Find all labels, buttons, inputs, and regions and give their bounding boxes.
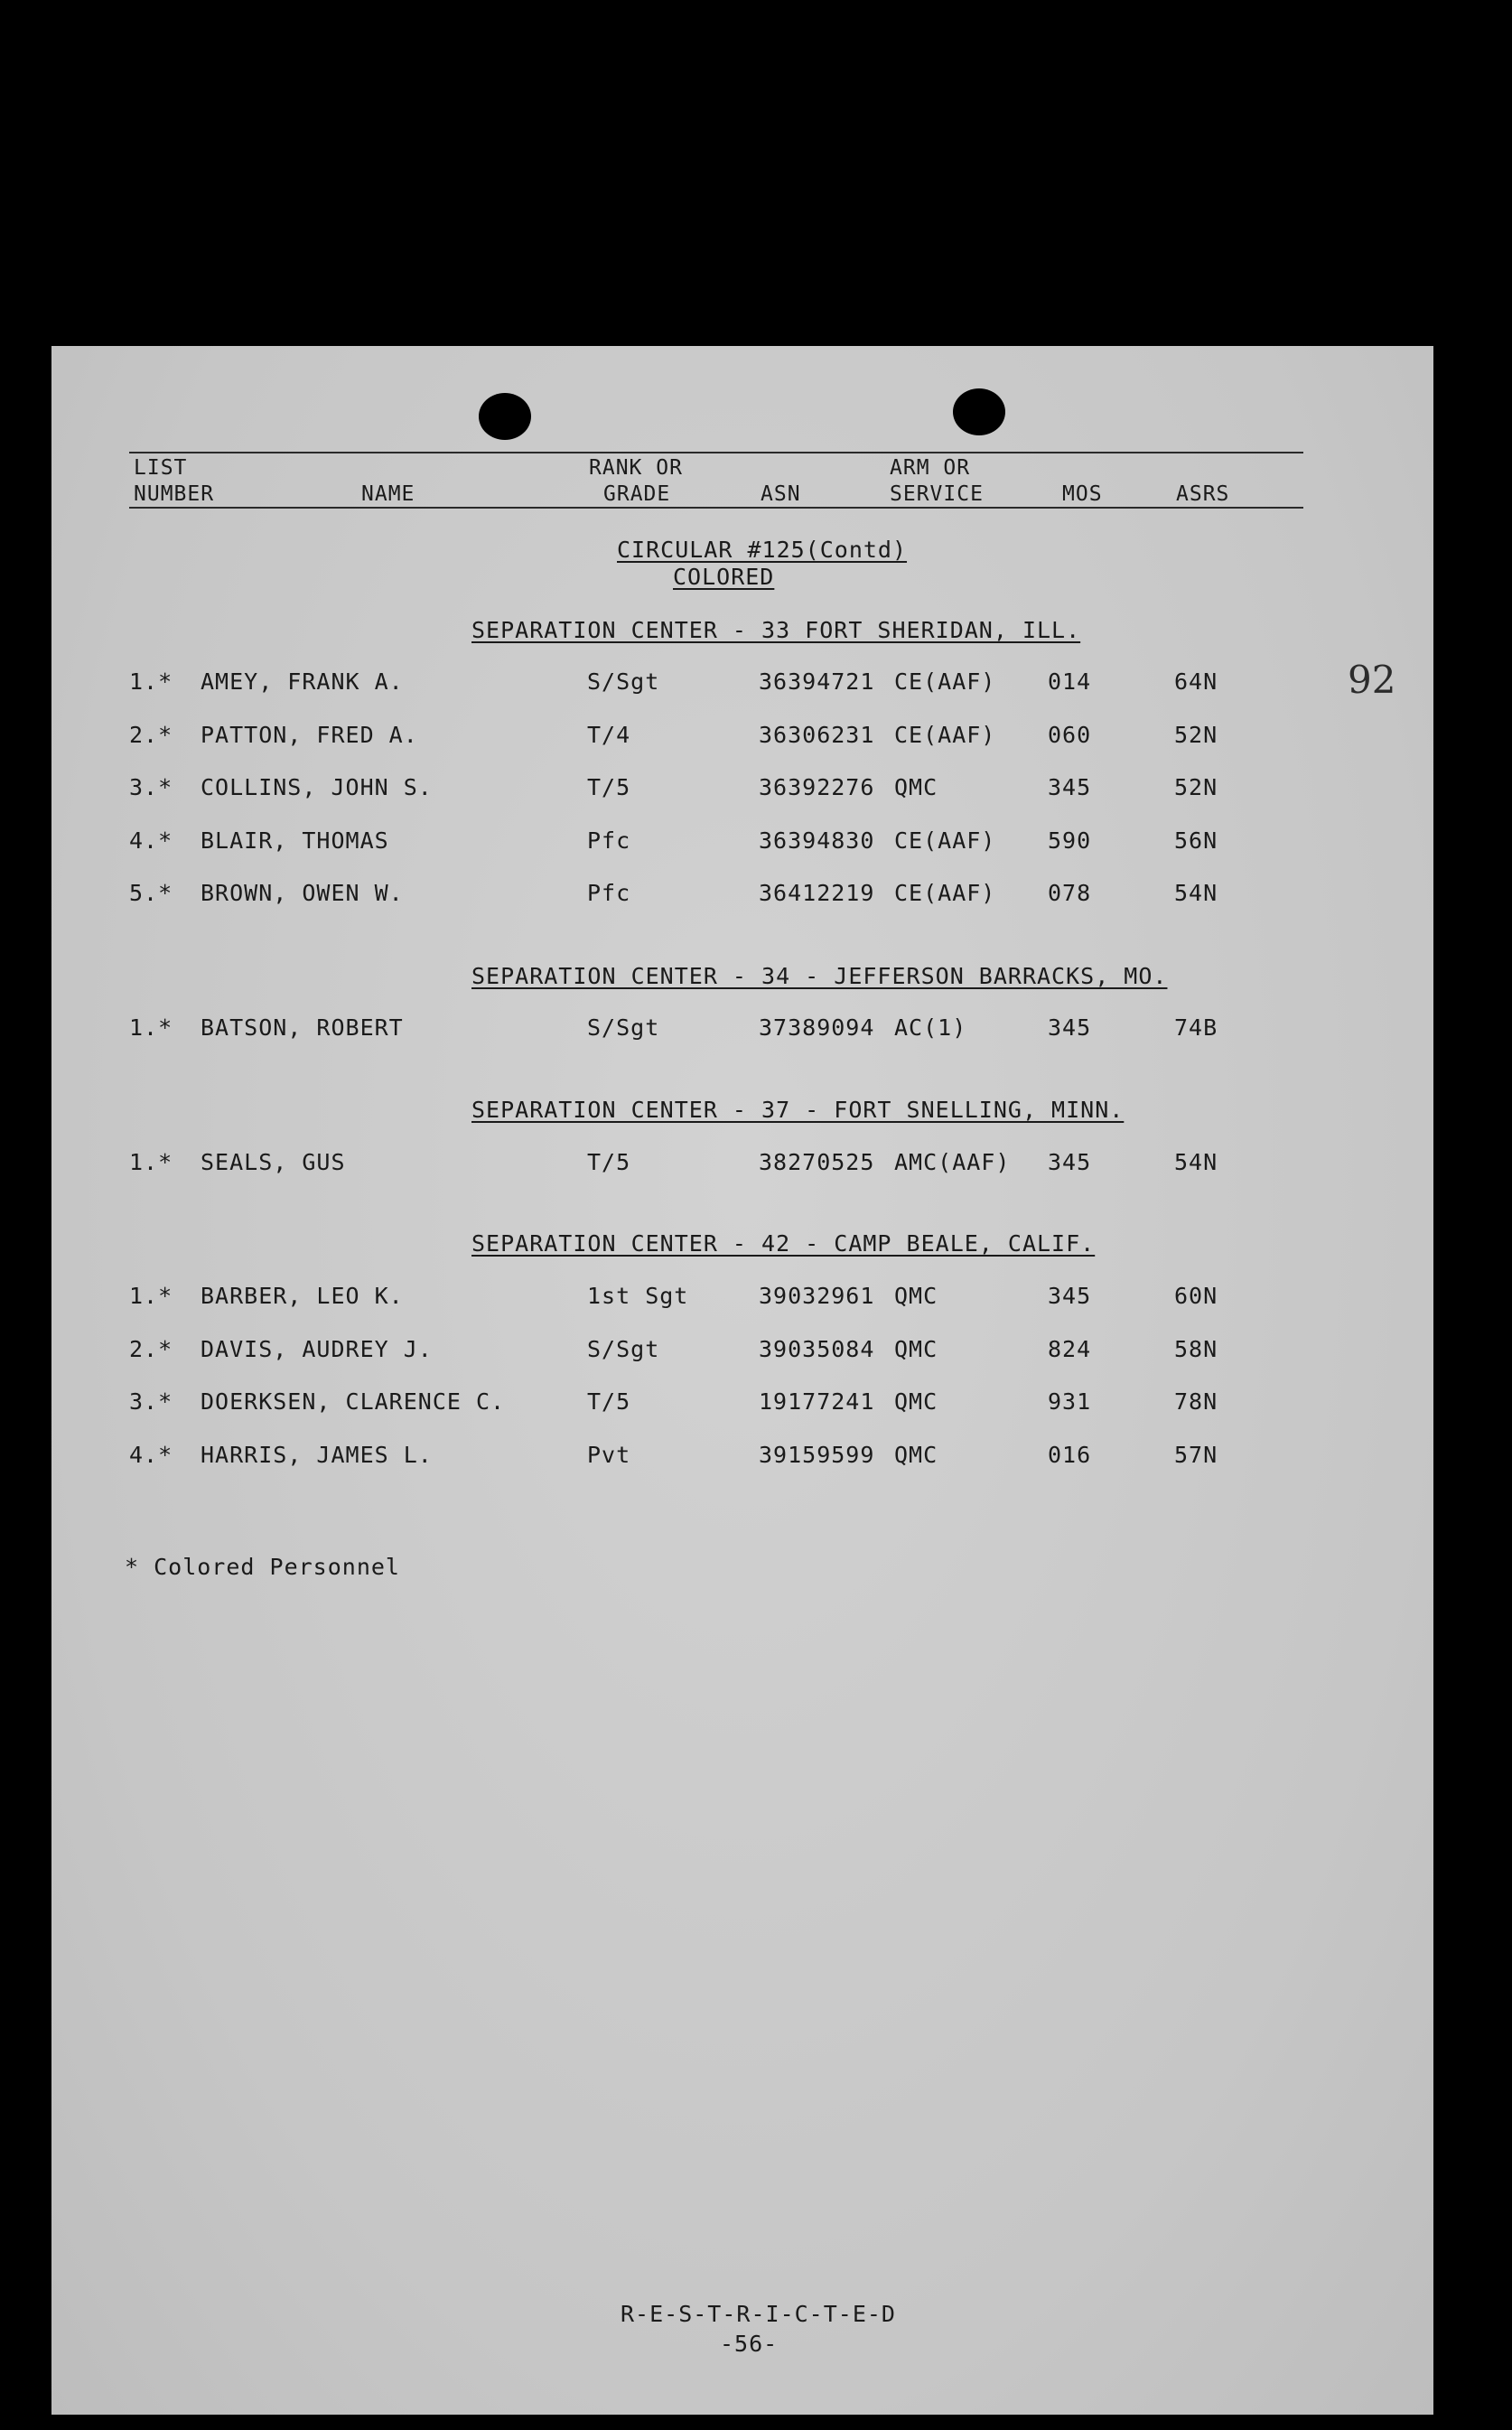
row-asn: 36392276	[759, 774, 875, 800]
row-name: PATTON, FRED A.	[201, 722, 418, 748]
row-asn: 39032961	[759, 1283, 875, 1309]
header-rank-line2: GRADE	[603, 482, 671, 506]
row-grade: T/5	[587, 774, 631, 800]
row-mos: 078	[1048, 880, 1092, 906]
row-asrs: 60N	[1174, 1283, 1218, 1309]
row-asn: 19177241	[759, 1388, 875, 1415]
row-mos: 824	[1048, 1336, 1092, 1362]
row-asrs: 57N	[1174, 1442, 1218, 1468]
row-asn: 38270525	[759, 1149, 875, 1175]
row-asrs: 74B	[1174, 1014, 1218, 1041]
row-name: HARRIS, JAMES L.	[201, 1442, 433, 1468]
header-rank-line1: RANK OR	[589, 456, 683, 480]
row-number: 2.*	[129, 1336, 173, 1362]
row-number: 4.*	[129, 1442, 173, 1468]
row-number: 1.*	[129, 1283, 173, 1309]
row-mos: 016	[1048, 1442, 1092, 1468]
row-grade: S/Sgt	[587, 1336, 660, 1362]
footer-page-number: -56-	[720, 2331, 779, 2357]
row-grade: Pfc	[587, 827, 631, 854]
row-mos: 345	[1048, 1014, 1092, 1041]
row-arm: CE(AAF)	[894, 668, 996, 695]
punch-hole-left	[479, 393, 531, 440]
row-arm: CE(AAF)	[894, 880, 996, 906]
row-number: 1.*	[129, 668, 173, 695]
row-number: 3.*	[129, 1388, 173, 1415]
row-asn: 36412219	[759, 880, 875, 906]
row-asn: 36394830	[759, 827, 875, 854]
row-asn: 37389094	[759, 1014, 875, 1041]
header-name: NAME	[361, 482, 415, 506]
section-title: SEPARATION CENTER - 34 - JEFFERSON BARRACKS, MO.	[471, 963, 1168, 989]
row-number: 2.*	[129, 722, 173, 748]
document-page	[51, 346, 1433, 2415]
row-arm: QMC	[894, 1336, 938, 1362]
footnote: * Colored Personnel	[125, 1554, 400, 1580]
row-number: 1.*	[129, 1014, 173, 1041]
row-asn: 36306231	[759, 722, 875, 748]
row-name: DAVIS, AUDREY J.	[201, 1336, 433, 1362]
row-asrs: 52N	[1174, 722, 1218, 748]
row-grade: T/5	[587, 1149, 631, 1175]
row-grade: T/5	[587, 1388, 631, 1415]
row-grade: Pfc	[587, 880, 631, 906]
row-name: BARBER, LEO K.	[201, 1283, 404, 1309]
page-number: 92	[1348, 658, 1396, 702]
row-asrs: 54N	[1174, 1149, 1218, 1175]
row-arm: QMC	[894, 774, 938, 800]
row-arm: QMC	[894, 1283, 938, 1309]
row-asrs: 54N	[1174, 880, 1218, 906]
row-number: 1.*	[129, 1149, 173, 1175]
circular-subtitle: COLORED	[673, 564, 775, 590]
row-asrs: 64N	[1174, 668, 1218, 695]
row-grade: T/4	[587, 722, 631, 748]
header-arm-line2: SERVICE	[890, 482, 984, 506]
row-number: 3.*	[129, 774, 173, 800]
row-arm: CE(AAF)	[894, 722, 996, 748]
header-asrs: ASRS	[1176, 482, 1230, 506]
row-arm: CE(AAF)	[894, 827, 996, 854]
row-name: COLLINS, JOHN S.	[201, 774, 433, 800]
header-mos: MOS	[1062, 482, 1103, 506]
row-asrs: 52N	[1174, 774, 1218, 800]
row-asn: 39159599	[759, 1442, 875, 1468]
row-name: SEALS, GUS	[201, 1149, 346, 1175]
footer-restricted: R-E-S-T-R-I-C-T-E-D	[621, 2301, 896, 2327]
row-grade: Pvt	[587, 1442, 631, 1468]
header-asn: ASN	[761, 482, 801, 506]
circular-title: CIRCULAR #125(Contd)	[617, 537, 908, 563]
section-title: SEPARATION CENTER - 33 FORT SHERIDAN, ILL.	[471, 617, 1081, 643]
row-mos: 345	[1048, 1283, 1092, 1309]
row-mos: 060	[1048, 722, 1092, 748]
row-name: BROWN, OWEN W.	[201, 880, 404, 906]
header-list-line2: NUMBER	[134, 482, 215, 506]
row-number: 5.*	[129, 880, 173, 906]
row-grade: S/Sgt	[587, 668, 660, 695]
row-grade: 1st Sgt	[587, 1283, 689, 1309]
row-asn: 36394721	[759, 668, 875, 695]
row-mos: 345	[1048, 774, 1092, 800]
row-asn: 39035084	[759, 1336, 875, 1362]
header-bottom-rule	[129, 507, 1303, 509]
row-mos: 590	[1048, 827, 1092, 854]
row-name: BLAIR, THOMAS	[201, 827, 389, 854]
section-title: SEPARATION CENTER - 42 - CAMP BEALE, CALIF.	[471, 1230, 1096, 1257]
row-number: 4.*	[129, 827, 173, 854]
punch-hole-right	[953, 388, 1005, 435]
row-name: DOERKSEN, CLARENCE C.	[201, 1388, 506, 1415]
header-arm-line1: ARM OR	[890, 456, 971, 480]
row-asrs: 56N	[1174, 827, 1218, 854]
row-arm: AC(1)	[894, 1014, 967, 1041]
row-arm: QMC	[894, 1442, 938, 1468]
header-list-line1: LIST	[134, 456, 188, 480]
row-asrs: 78N	[1174, 1388, 1218, 1415]
row-name: AMEY, FRANK A.	[201, 668, 404, 695]
row-grade: S/Sgt	[587, 1014, 660, 1041]
row-mos: 931	[1048, 1388, 1092, 1415]
row-arm: AMC(AAF)	[894, 1149, 1011, 1175]
row-mos: 014	[1048, 668, 1092, 695]
row-asrs: 58N	[1174, 1336, 1218, 1362]
header-top-rule	[129, 452, 1303, 453]
row-mos: 345	[1048, 1149, 1092, 1175]
section-title: SEPARATION CENTER - 37 - FORT SNELLING, MINN.	[471, 1097, 1125, 1123]
row-arm: QMC	[894, 1388, 938, 1415]
row-name: BATSON, ROBERT	[201, 1014, 404, 1041]
